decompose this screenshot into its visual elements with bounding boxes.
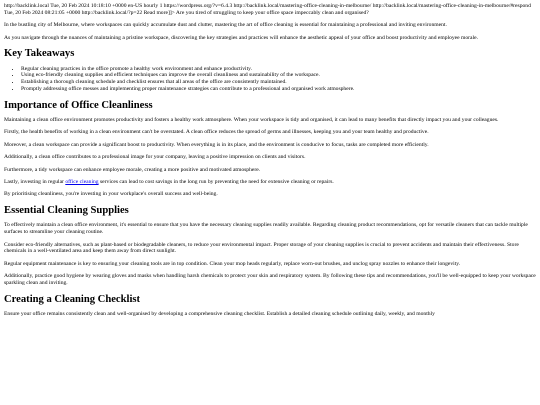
list-item: • Using eco-friendly cleaning supplies and efficient techniques can improve the overall cleanliness and sustainability of the workspace. — [21, 72, 536, 79]
link-paragraph-lead: Lastly, investing in regular — [4, 179, 66, 186]
list-item: • Promptly addressing office messes and implementing proper maintenance strategies can contribute to a professional and organised work atmosphere. — [21, 86, 536, 93]
office-cleaning-link-paragraph — [4, 179, 536, 186]
checklist-paragraph: Ensure your office remains consistently clean and well-organised by developing a comprehensive cleaning checklist. Establish a detailed cleaning schedule outlining daily, weekly, and monthly — [4, 311, 435, 318]
importance-paragraph: Moreover, a clean workspace can provide a significant boost to productivity. When everything is in its place, and the environment is conducive to focus, tasks are completed more efficiently. — [4, 141, 429, 148]
list-item: • Establishing a thorough cleaning schedule and checklist ensures that all areas of the office are consistently maintained. — [21, 79, 536, 86]
link-paragraph-tail: services can lead to cost savings in the long run by preventing the need for extensive cleaning or repairs. — [98, 179, 334, 186]
office-cleaning-link[interactable]: office cleaning — [65, 179, 99, 186]
importance-paragraph: Additionally, a clean office contributes to a professional image for your company, leaving a positive impression on clients and visitors. — [4, 154, 306, 161]
importance-paragraph: Furthermore, a tidy workspace can enhance employee morale, creating a more positive and motivated atmosphere. — [4, 166, 261, 173]
intro-paragraph: In the bustling city of Melbourne, where workspaces can quickly accumulate dust and clutter, mastering the art of office cleaning is essential for maintaining a professional and inviting environment. — [4, 22, 447, 29]
supplies-paragraph: To effectively maintain a clean office environment, it's essential to ensure that you have the necessary cleaning supplies readily available. Regarding cleaning product recommendations, opt for versatile cleaners that can tackle multiple surfaces to streamline your cleaning routine. — [4, 222, 528, 236]
key-takeaways-list — [4, 66, 536, 93]
supplies-paragraph: Additionally, practice good hygiene by wearing gloves and masks when handling harsh chemicals to protect your skin and respiratory system. By following these tips and recommendations, you'll be well-equipped to keep your workspace sparkling clean and inviting. — [4, 273, 536, 287]
list-item: • Regular cleaning practices in the office promote a healthy work environment and enhance productivity. — [21, 66, 536, 73]
importance-paragraph: Firstly, the health benefits of working in a clean environment can't be overstated. A clean office reduces the spread of germs and illnesses, keeping you and your team healthy and productive. — [4, 129, 429, 136]
importance-heading: Importance of Office Cleanliness — [4, 99, 153, 111]
supplies-paragraph: Consider eco-friendly alternatives, such as plant-based or biodegradable cleaners, to reduce your environmental impact. Proper storage of your cleaning supplies is crucial to prevent accidents and maintain their effectiveness. Store chemicals in a well-ventilated area and keep them away from direct sunlight. — [4, 241, 519, 255]
importance-paragraph: Maintaining a clean office environment promotes productivity and fosters a healthy work atmosphere. When your workspace is tidy and organised, it can lead to many benefits that directly impact you and your colleagues. — [4, 117, 499, 124]
feed-metadata-text: http://backlink.local Tue, 20 Feb 2024 10:18:10 +0000 en-US hourly 1 https://wordpress.org/?v=6.4.3 http://backlink.local/mastering-office-cleaning-in-melbourne/ http://backlink.local/mastering-office-cleaning-in-melbourne/#respond Tue, 20 Feb 2024 08:21:05 +0000 http://backlink.local/?p=22 Read more]]> Are you tired of struggling to keep your office space impeccably clean and organised? — [4, 3, 531, 16]
importance-closing-paragraph: By prioritising cleanliness, you're investing in your workplace's overall success and well-being. — [4, 191, 218, 198]
supplies-paragraph: Regular equipment maintenance is key to ensuring your cleaning tools are in top condition. Clean your mop heads regularly, replace worn-out brushes, and unclog spray nozzles to enhance their longevity. — [4, 260, 461, 267]
supplies-heading: Essential Cleaning Supplies — [4, 205, 129, 217]
checklist-heading: Creating a Cleaning Checklist — [4, 293, 141, 305]
key-takeaways-heading: Key Takeaways — [4, 48, 75, 60]
intro-paragraph: As you navigate through the nuances of maintaining a pristine workspace, discovering the key strategies and practices will enhance the aesthetic appeal of your office and boost productivity and employee morale. — [4, 34, 478, 41]
